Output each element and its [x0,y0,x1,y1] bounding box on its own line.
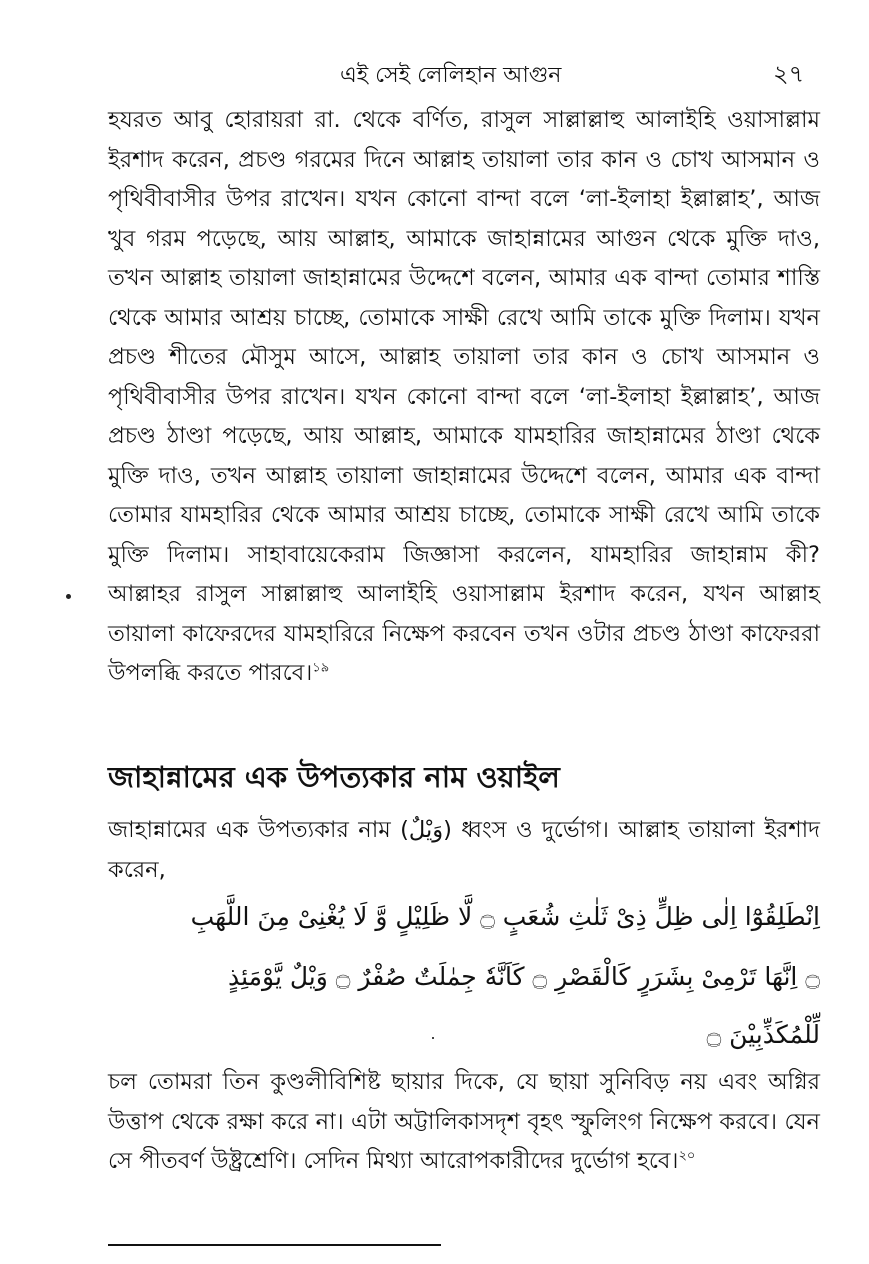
paragraph-text: হযরত আবু হোরায়রা রা. থেকে বর্ণিত, রাসুল সাল্লাল্লাহু আলাইহি ওয়াসাল্লাম ইরশাদ করেন, প্রচণ্ড গরমের দিনে আল্লাহ তায়ালা তার কান ও চোখ আসমান ও পৃথিবীবাসীর উপর রাখেন। যখন কোনো বান্দা বলে ‘লা-ইলাহা ইল্লাল্লাহ’, আজ খুব গরম পড়েছে, আয় আল্লাহ, আমাকে জাহান্নামের আগুন থেকে মুক্তি দাও, তখন আল্লাহ তায়ালা জাহান্নামের উদ্দেশে বলেন, আমার এক বান্দা তোমার শাস্তি থেকে আমার আশ্রয় চাচ্ছে, তোমাকে সাক্ষী রেখে আমি তাকে মুক্তি দিলাম। যখন প্রচণ্ড শীতের মৌসুম আসে, আল্লাহ তায়ালা তার কান ও চোখ আসমান ও পৃথিবীবাসীর উপর রাখেন। যখন কোনো বান্দা বলে ‘লা-ইলাহা ইল্লাল্লাহ’, আজ প্রচণ্ড ঠাণ্ডা পড়েছে, আয় আল্লাহ, আমাকে যামহারির জাহান্নামের ঠাণ্ডা থেকে মুক্তি দাও, তখন আল্লাহ তায়ালা জাহান্নামের উদ্দেশে বলেন, আমার এক বান্দা তোমার যামহারির থেকে আমার আশ্রয় চাচ্ছে, তোমাকে সাক্ষী রেখে আমি তাকে মুক্তি দিলাম। সাহাবায়েকেরাম জিজ্ঞাসা করলেন, যামহারির জাহান্নাম কী? আল্লাহর রাসুল সাল্লাল্লাহু আলাইহি ওয়াসাল্লাম ইরশাদ করেন, যখন আল্লাহ তায়ালা কাফেরদের যামহারিরে নিক্ষেপ করবেন তখন ওটার প্রচণ্ড ঠাণ্ডা কাফেররা উপলব্ধি করতে পারবে। [108,107,820,686]
margin-mark [66,594,71,599]
paragraph-text: জাহান্নামের এক উপত্যকার নাম (وَيْلٌ) ধ্বংস ও দুর্ভোগ। আল্লাহ তায়ালা ইরশাদ করেন, [108,817,820,883]
section-heading: জাহান্নামের এক উপত্যকার নাম ওয়াইল [108,760,560,794]
page-number: ২৭ [773,60,805,88]
print-speck [432,1037,434,1039]
footnote-ref: ২০ [678,1148,696,1164]
running-title: এই সেই লেলিহান আগুন [340,63,562,88]
quran-verse-line-3: لِّلْمُكَذِّبِيْنَ ۝ [706,1020,820,1049]
footnote-divider [108,1244,441,1246]
translation-paragraph [108,1063,820,1182]
paragraph-text: চল তোমরা তিন কুণ্ডলীবিশিষ্ট ছায়ার দিকে, যে ছায়া সুনিবিড় নয় এবং অগ্নির উত্তাপ থেকে রক্ষা করে না। এটা অট্টালিকাসদৃশ বৃহৎ স্ফুলিংগ নিক্ষেপ করবে। যেন সে পীতবর্ণ উষ্ট্রশ্রেণি। সেদিন মিথ্যা আরোপকারীদের দুর্ভোগ হবে। [108,1069,820,1174]
intro-paragraph [108,811,820,890]
footnote-ref: ১৯ [312,660,330,676]
hadith-paragraph [108,101,820,694]
quran-verse-line-1: اِنْطَلِقُوْٓا اِلٰى ظِلٍّ ذِىْ ثَلٰثِ شُعَبٍ ۝ لَّا ظَلِيْلٍ وَّ لَا يُغْنِىْ مِنَ اللَّهَبِ [190,902,820,931]
quran-verse-line-2: ۝ اِنَّهَا تَرْمِىْ بِشَرَرٍ كَالْقَصْرِ ۝ كَاَنَّهٗ جِمٰلَتٌ صُفْرٌ ۝ وَيْلٌ يَّوْمَئِذٍ [228,962,820,991]
